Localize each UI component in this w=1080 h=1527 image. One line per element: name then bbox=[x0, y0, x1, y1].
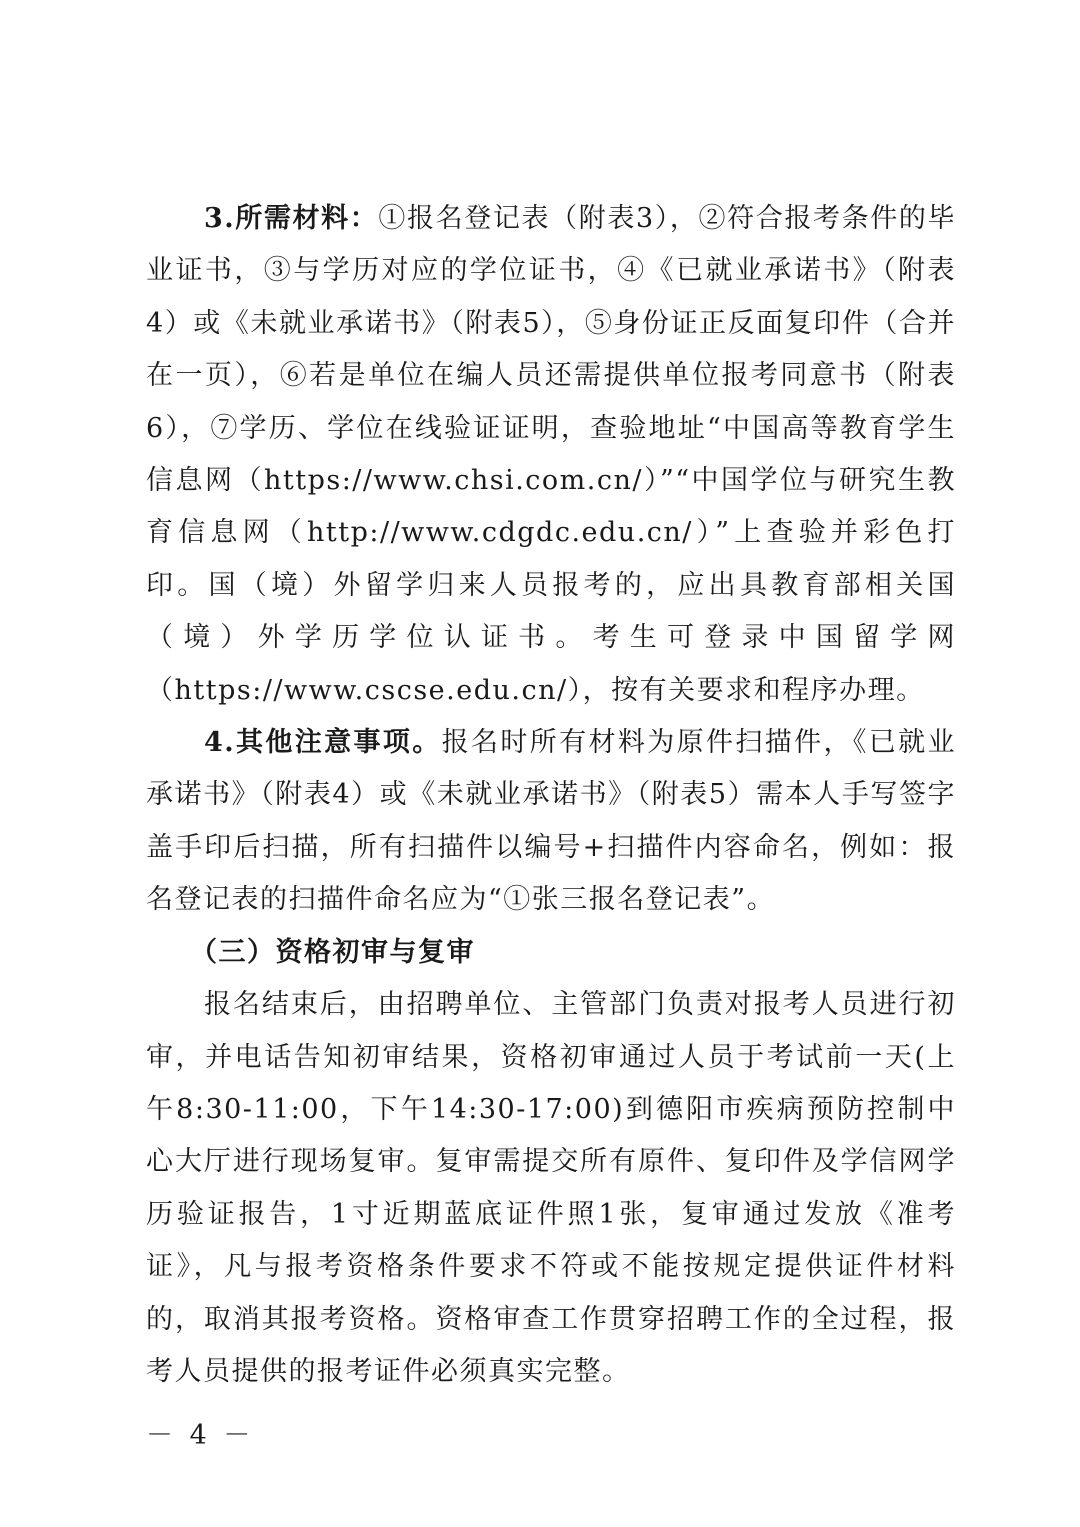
notes-paragraph bbox=[146, 717, 956, 927]
document-body bbox=[146, 193, 956, 1398]
notes-label: 4.其他注意事项。 bbox=[204, 727, 442, 759]
review-heading: （三）资格初审与复审 bbox=[190, 936, 475, 968]
page-number: － 4 － bbox=[146, 1420, 255, 1451]
materials-label: 3.所需材料： bbox=[204, 203, 379, 234]
notes-text: 报名时所有材料为原件扫描件，《已就业承诺书》（附表4）或《未就业承诺书》（附表5）需本人手写签字盖手印后扫描，所有扫描件以编号+扫描件内容命名，例如：报名登记表的扫描件命名应为“①张三报名登记表”。 bbox=[146, 727, 957, 916]
review-paragraph: 报名结束后，由招聘单位、主管部门负责对报考人员进行初审，并电话告知初审结果，资格初审通过人员于考试前一天(上午8:30-11:00，下午14:30-17:00)到德阳市疾病预防控制中心大厅进行现场复审。复审需提交所有原件、复印件及学信网学历验证报告，1寸近期蓝底证件照1张，复审通过发放《准考证》，凡与报考资格条件要求不符或不能按规定提供证件材料的，取消其报考资格。资格审查工作贯穿招聘工作的全过程，报考人员提供的报考证件必须真实完整。 bbox=[146, 989, 956, 1387]
materials-text: ①报名登记表（附表3），②符合报考条件的毕业证书，③与学历对应的学位证书，④《已就业承诺书》（附表4）或《未就业承诺书》（附表5），⑤身份证正反面复印件（合并在一页），⑥若是单位在编人员还需提供单位报考同意书（附表6），⑦学历、学位在线验证证明，查验地址“中国高等教育学生信息网（https://www.chsi.com.cn/）”“中国学位与研究生教育信息网（http://www.cdgdc.edu.cn/）”上查验并彩色打印。国（境）外留学归来人员报考的，应出具教育部相关国（境）外学历学位认证书。考生可登录中国留学网（https://www.cscse.edu.cn/），按有关要求和程序办理。 bbox=[146, 203, 957, 706]
materials-paragraph bbox=[146, 193, 956, 717]
